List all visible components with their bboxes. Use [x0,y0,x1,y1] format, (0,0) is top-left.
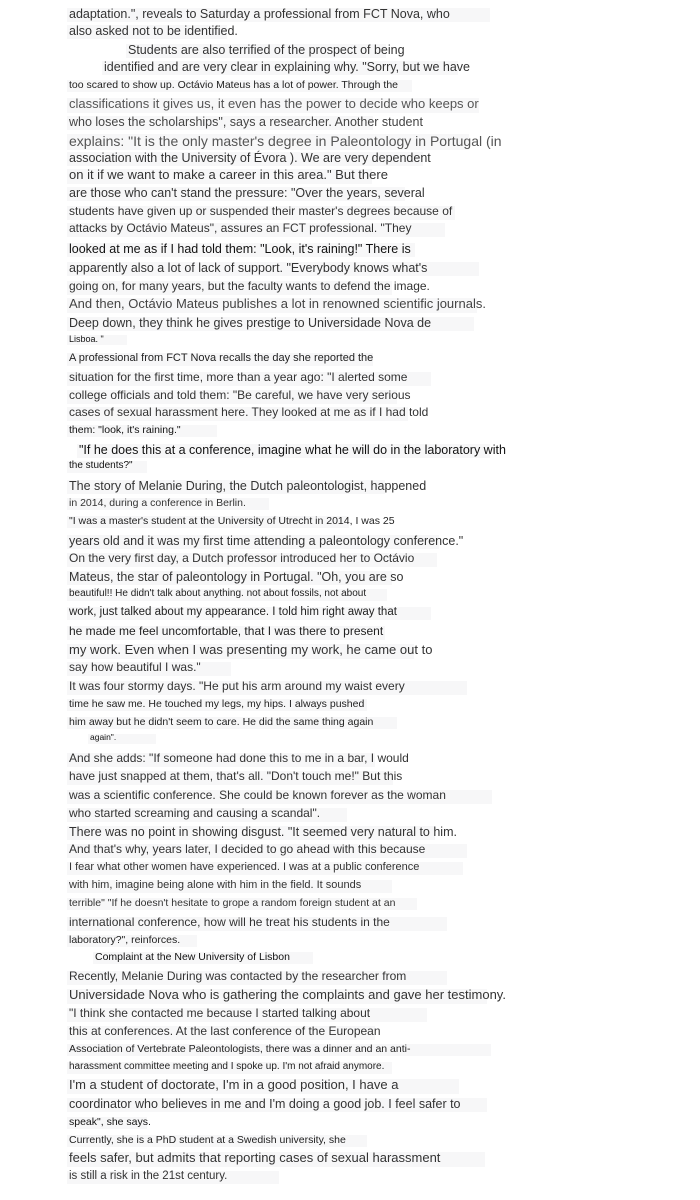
text-line: speak", she says. [69,1116,151,1128]
text-line: international conference, how will he treat his students in the [69,915,390,929]
text-line: feels safer, but admits that reporting cases of sexual harassment [69,1150,441,1165]
text-line: coordinator who believes in me and I'm doing a good job. I feel safer to [69,1097,461,1111]
text-line: association with the University of Évora ). We are very dependent [69,151,431,165]
text-line: And she adds: "If someone had done this to me in a bar, I would [69,751,409,765]
text-line: who loses the scholarships", says a researcher. Another student [69,115,423,129]
text-line: "I think she contacted me because I started talking about [69,1006,371,1020]
text-line: on it if we want to make a career in this area." But there [69,167,388,182]
text-line: Deep down, they think he gives prestige to Universidade Nova de [69,316,432,330]
text-line: time he saw me. He touched my legs, my hips. I always pushed [69,698,365,710]
text-line: adaptation.", reveals to Saturday a professional from FCT Nova, who [69,7,450,21]
text-line: years old and it was my first time attending a paleontology conference." [69,534,464,548]
text-line: this at conferences. At the last conference of the European [69,1024,381,1038]
text-line: It was four stormy days. "He put his arm around my waist every [69,679,405,693]
text-line: Mateus, the star of paleontology in Portugal. "Oh, you are so [69,570,404,584]
text-line: looked at me as if I had told them: "Look, it's raining!" There is [69,242,411,256]
text-line: And that's why, years later, I decided to go ahead with this because [69,842,426,856]
text-line: too scared to show up. Octávio Mateus has a lot of power. Through the [69,79,398,91]
text-line: have just snapped at them, that's all. "Don't touch me!" But this [69,769,403,783]
text-line: On the very first day, a Dutch professor introduced her to Octávio [69,551,415,565]
text-line: Currently, she is a PhD student at a Swedish university, she [69,1134,346,1146]
text-line: him away but he didn't seem to care. He did the same thing again [69,716,374,728]
text-line: explains: "It is the only master's degree in Paleontology in Portugal (in [69,133,502,149]
text-line: again". [90,732,117,742]
text-line: college officials and told them: "Be careful, we have very serious [69,388,411,402]
text-line: identified and are very clear in explaining why. "Sorry, but we have [104,60,470,74]
text-line: he made me feel uncomfortable, that I was there to present [69,624,384,638]
text-line: Association of Vertebrate Paleontologists, there was a dinner and an anti- [69,1043,411,1055]
text-line: "If he does this at a conference, imagine what he will do in the laboratory with [79,443,506,457]
text-line: beautiful!! He didn't talk about anything. not about fossils, not about [69,588,367,599]
text-line: cases of sexual harassment here. They looked at me as if I had told [69,405,429,419]
text-line: the students?" [69,460,133,471]
text-line: was a scientific conference. She could be known forever as the woman [69,788,446,802]
text-line: Students are also terrified of the prospect of being [128,43,405,57]
text-line: Recently, Melanie During was contacted by the researcher from [69,969,407,983]
text-line: There was no point in showing disgust. "It seemed very natural to him. [69,825,457,839]
text-line: I'm a student of doctorate, I'm in a good position, I have a [69,1077,399,1092]
text-line: students have given up or suspended their master's degrees because of [69,204,453,218]
text-line: "I was a master's student at the University of Utrecht in 2014, I was 25 [69,515,395,527]
text-line: work, just talked about my appearance. I told him right away that [69,606,397,618]
text-line: Complaint at the New University of Lisbon [95,951,290,963]
text-line: A professional from FCT Nova recalls the day she reported the [69,352,374,364]
text-line: Universidade Nova who is gathering the complaints and gave her testimony. [69,987,506,1002]
text-line: my work. Even when I was presenting my work, he came out to [69,642,433,657]
text-line: going on, for many years, but the faculty wants to defend the image. [69,279,430,293]
text-line: with him, imagine being alone with him in the field. It sounds [69,879,362,891]
text-line: Lisboa. " [69,334,104,344]
text-line: are those who can't stand the pressure: "Over the years, several [69,186,425,200]
text-line: And then, Octávio Mateus publishes a lot in renowned scientific journals. [69,296,486,311]
text-line: situation for the first time, more than a year ago: "I alerted some [69,370,408,384]
text-line: who started screaming and causing a scandal". [69,806,321,820]
text-line: harassment committee meeting and I spoke up. I'm not afraid anymore. [69,1061,385,1072]
text-line: terrible" "If he doesn't hesitate to grope a random foreign student at an [69,897,396,909]
text-line: them: "look, it's raining." [69,424,181,436]
text-line: apparently also a lot of lack of support. "Everybody knows what's [69,261,428,275]
text-line: The story of Melanie During, the Dutch paleontologist, happened [69,479,427,493]
text-line: attacks by Octávio Mateus", assures an FCT professional. "They [69,221,412,235]
text-line: say how beautiful I was." [69,660,201,674]
text-line: classifications it gives us, it even has the power to decide who keeps or [69,96,479,111]
text-line: laboratory?", reinforces. [69,934,181,946]
text-line: also asked not to be identified. [69,24,238,38]
text-line: in 2014, during a conference in Berlin. [69,497,246,509]
text-line: is still a risk in the 21st century. [69,1170,228,1182]
text-line: I fear what other women have experienced. I was at a public conference [69,861,420,873]
